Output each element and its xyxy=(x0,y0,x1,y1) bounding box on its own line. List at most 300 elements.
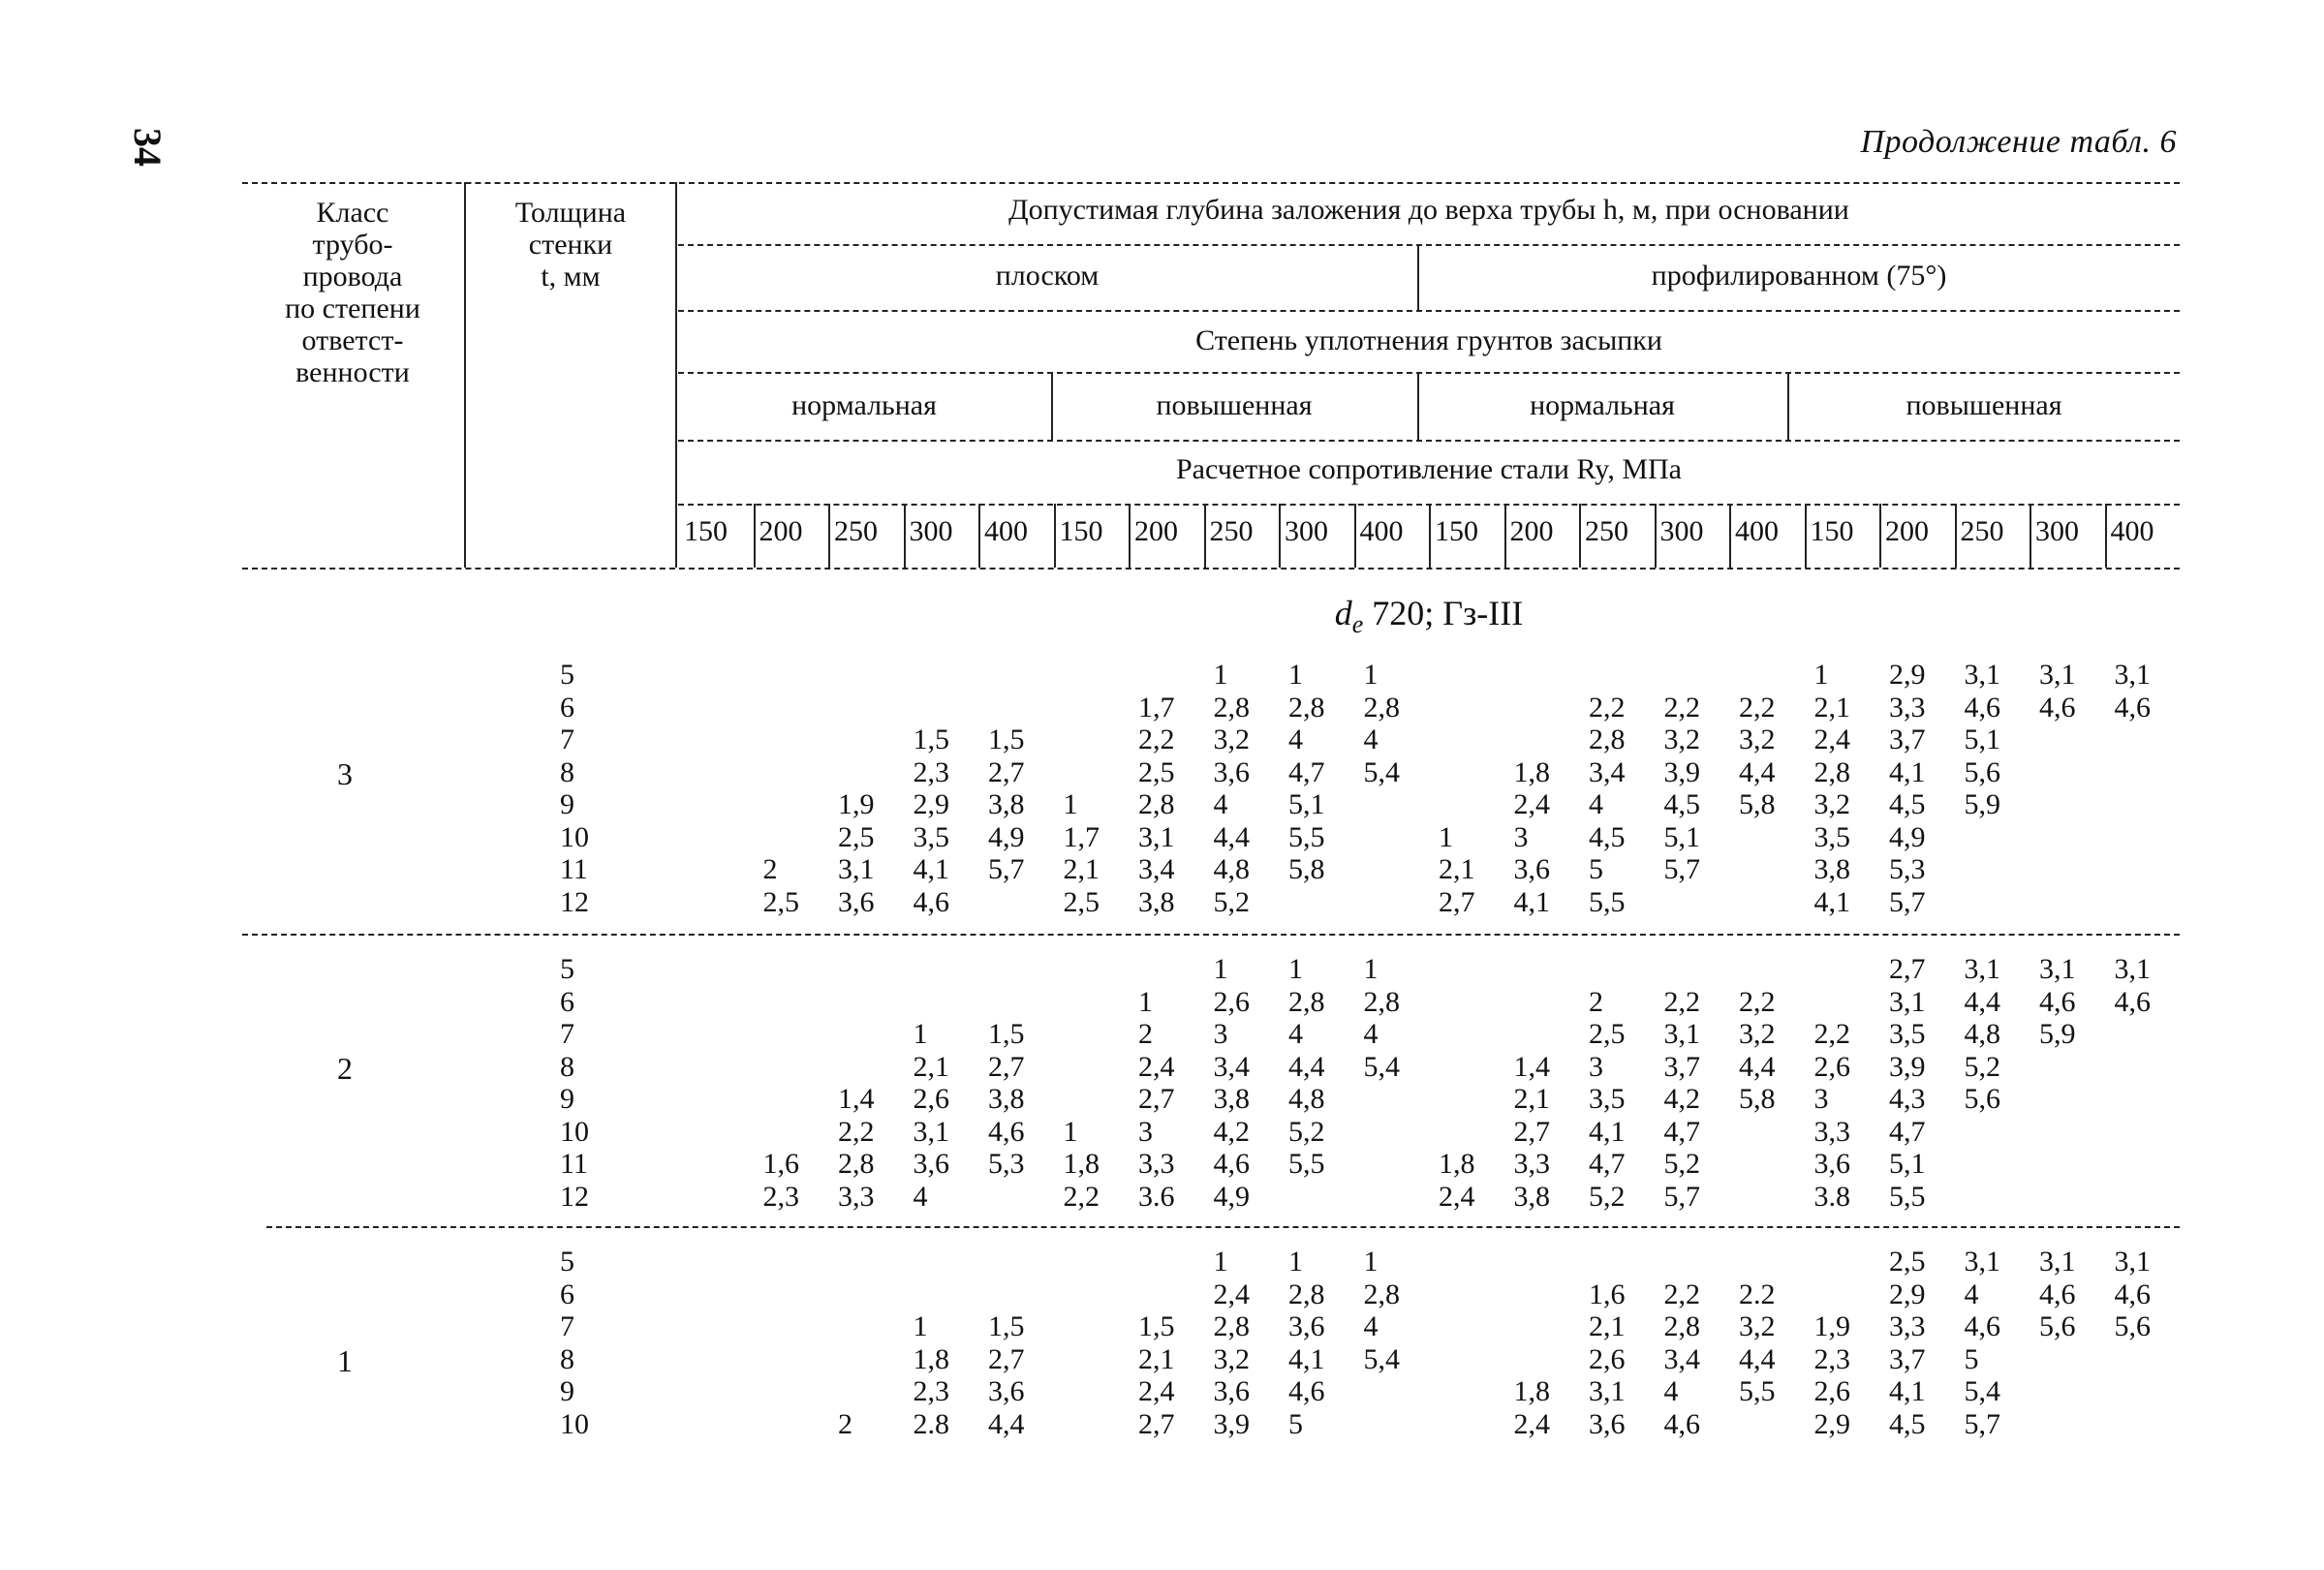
depth-value-cell: 5,1 xyxy=(1663,820,1700,853)
base-flat-header: плоском xyxy=(995,260,1100,292)
thickness-value: 7 xyxy=(560,723,574,755)
depth-value-cell: 3,1 xyxy=(913,1115,949,1148)
depth-value-cell: 4,5 xyxy=(1889,1407,1926,1440)
depth-value-cell: 1,5 xyxy=(988,1018,1025,1050)
depth-value-cell: 3,1 xyxy=(1964,953,2000,985)
depth-value-cell: 5,6 xyxy=(1964,755,2000,788)
ry-value-header: 400 xyxy=(2110,515,2154,547)
depth-value-cell: 2,1 xyxy=(1439,853,1475,885)
depth-value-cell: 3,3 xyxy=(1889,1310,1926,1342)
depth-value-cell: 1,5 xyxy=(988,723,1025,755)
ry-value-header: 200 xyxy=(1885,515,1929,547)
depth-value-cell: 4,5 xyxy=(1889,788,1926,820)
depth-value-cell: 5,4 xyxy=(1363,1342,1400,1375)
depth-value-cell: 1 xyxy=(1813,659,1829,691)
depth-value-cell: 2,8 xyxy=(1288,985,1325,1018)
depth-value-cell: 2,7 xyxy=(988,1050,1025,1083)
ry-value-header: 300 xyxy=(2035,515,2079,547)
section-title xyxy=(678,593,2180,639)
class-value: 1 xyxy=(337,1342,353,1378)
depth-value-cell: 2,8 xyxy=(1363,691,1400,723)
depth-value-cell: 1,5 xyxy=(988,1310,1025,1342)
depth-value-cell: 3,3 xyxy=(838,1180,875,1213)
depth-value-cell: 5,1 xyxy=(1964,723,2000,755)
depth-value-cell: 4 xyxy=(913,1180,928,1213)
depth-value-cell: 1 xyxy=(1063,788,1078,820)
compaction-high-header: повышенная xyxy=(1156,389,1313,421)
depth-value-cell: 2,4 xyxy=(1138,1050,1175,1083)
depth-value-cell: 1 xyxy=(1213,659,1228,691)
depth-value-cell: 5,4 xyxy=(1964,1375,2000,1407)
depth-value-cell: 4,1 xyxy=(1889,1375,1926,1407)
depth-value-cell: 3,1 xyxy=(1663,1018,1700,1050)
depth-value-cell: 4,6 xyxy=(2114,1278,2151,1310)
depth-value-cell: 2,8 xyxy=(1288,1278,1325,1310)
thickness-value: 6 xyxy=(560,691,574,723)
depth-value-cell: 4,9 xyxy=(1889,820,1926,853)
depth-value-cell: 2,7 xyxy=(1513,1115,1550,1148)
depth-value-cell: 2,6 xyxy=(913,1083,949,1115)
depth-value-cell: 2,2 xyxy=(1813,1018,1850,1050)
depth-value-cell: 4,6 xyxy=(2114,985,2151,1018)
depth-value-cell: 4,4 xyxy=(1964,985,2000,1018)
depth-value-cell: 4,8 xyxy=(1213,853,1250,885)
ry-column-divider xyxy=(1429,504,1431,568)
depth-value-cell: 3,2 xyxy=(1213,723,1250,755)
depth-value-cell: 2,9 xyxy=(1813,1407,1850,1440)
depth-value-cell: 2,3 xyxy=(762,1180,799,1213)
depth-value-cell: 1,5 xyxy=(913,723,949,755)
depth-value-cell: 2 xyxy=(1138,1018,1153,1050)
depth-value-cell: 2.8 xyxy=(913,1407,949,1440)
depth-value-cell: 2,9 xyxy=(1889,1278,1926,1310)
depth-value-cell: 1,6 xyxy=(1589,1278,1626,1310)
header-rule xyxy=(678,244,2180,246)
ry-column-divider xyxy=(828,504,830,568)
depth-value-cell: 2,8 xyxy=(838,1148,875,1180)
depth-value-cell: 4 xyxy=(1589,788,1603,820)
depth-value-cell: 2,6 xyxy=(1813,1050,1850,1083)
depth-value-cell: 4,5 xyxy=(1663,788,1700,820)
depth-value-cell: 3,2 xyxy=(1739,1018,1776,1050)
depth-value-cell: 4,2 xyxy=(1213,1115,1250,1148)
ry-value-header: 250 xyxy=(1209,515,1254,547)
depth-value-cell: 3,4 xyxy=(1663,1342,1700,1375)
thickness-value: 11 xyxy=(560,1148,588,1180)
depth-value-cell: 2,4 xyxy=(1813,723,1850,755)
ry-value-header: 200 xyxy=(1509,515,1554,547)
thickness-value: 7 xyxy=(560,1310,574,1342)
depth-value-cell: 2,8 xyxy=(1213,1310,1250,1342)
depth-value-cell: 1,5 xyxy=(1138,1310,1175,1342)
thickness-value: 8 xyxy=(560,755,574,788)
depth-value-cell: 2,1 xyxy=(1063,853,1100,885)
depth-value-cell: 2 xyxy=(762,853,778,885)
depth-value-cell: 3,5 xyxy=(1889,1018,1926,1050)
depth-value-cell: 5,9 xyxy=(1964,788,2000,820)
depth-value-cell: 3,1 xyxy=(1589,1375,1626,1407)
depth-value-cell: 2,2 xyxy=(1063,1180,1100,1213)
depth-value-cell: 2,2 xyxy=(1138,723,1175,755)
depth-value-cell: 5,7 xyxy=(1663,1180,1700,1213)
depth-value-cell: 3,5 xyxy=(1813,820,1850,853)
ry-value-header: 400 xyxy=(1359,515,1404,547)
ry-value-header: 200 xyxy=(1134,515,1178,547)
depth-value-cell: 2,1 xyxy=(1813,691,1850,723)
depth-value-cell: 5,6 xyxy=(2114,1310,2151,1342)
depth-value-cell: 4,3 xyxy=(1889,1083,1926,1115)
depth-value-cell: 3,7 xyxy=(1889,723,1926,755)
depth-value-cell: 4,9 xyxy=(1213,1180,1250,1213)
ry-value-header: 150 xyxy=(1810,515,1854,547)
class-value: 3 xyxy=(337,755,353,791)
ry-value-header: 150 xyxy=(684,515,728,547)
ry-column-divider xyxy=(978,504,980,568)
depth-value-cell: 2,1 xyxy=(1513,1083,1550,1115)
depth-value-cell: 1 xyxy=(1138,985,1153,1018)
header-bottom-rule xyxy=(242,568,2180,570)
depth-value-cell: 3,8 xyxy=(988,788,1025,820)
depth-value-cell: 3,6 xyxy=(838,885,875,918)
depth-value-cell: 1 xyxy=(913,1018,928,1050)
depth-value-cell: 3,8 xyxy=(1813,853,1850,885)
header-rule xyxy=(678,310,2180,312)
ry-value-header: 400 xyxy=(1735,515,1779,547)
depth-value-cell: 4,4 xyxy=(1739,1050,1776,1083)
depth-value-cell: 3,6 xyxy=(1213,1375,1250,1407)
ry-value-header: 200 xyxy=(759,515,803,547)
depth-value-cell: 5,2 xyxy=(1589,1180,1626,1213)
depth-value-cell: 4 xyxy=(1663,1375,1679,1407)
section-label: 720; Гз-III xyxy=(1363,594,1524,632)
ry-column-divider xyxy=(1655,504,1657,568)
thickness-value: 11 xyxy=(560,853,588,885)
depth-value-cell: 3 xyxy=(1813,1083,1829,1115)
depth-value-cell: 4,7 xyxy=(1589,1148,1626,1180)
depth-value-cell: 3,6 xyxy=(1813,1148,1850,1180)
depth-value-cell: 5 xyxy=(1288,1407,1303,1440)
ry-column-divider xyxy=(2030,504,2031,568)
depth-value-cell: 2,1 xyxy=(913,1050,949,1083)
depth-value-cell: 5,7 xyxy=(988,853,1025,885)
depth-value-cell: 3 xyxy=(1513,820,1529,853)
resistance-title: Расчетное сопротивление стали Ry, МПа xyxy=(1176,453,1682,485)
depth-value-cell: 4,6 xyxy=(1663,1407,1700,1440)
depth-value-cell: 5,2 xyxy=(1663,1148,1700,1180)
depth-value-cell: 4,1 xyxy=(1889,755,1926,788)
depth-value-cell: 5,9 xyxy=(2039,1018,2076,1050)
ry-column-divider xyxy=(1579,504,1581,568)
depth-value-cell: 4 xyxy=(1363,723,1379,755)
depth-value-cell: 3,2 xyxy=(1663,723,1700,755)
page-number: 34 xyxy=(126,128,170,167)
depth-value-cell: 4,6 xyxy=(1964,1310,2000,1342)
depth-value-cell: 1,4 xyxy=(1513,1050,1550,1083)
header-divider xyxy=(1417,244,1419,310)
ry-column-divider xyxy=(1879,504,1881,568)
depth-value-cell: 3.6 xyxy=(1138,1180,1175,1213)
depth-value-cell: 4,8 xyxy=(1964,1018,2000,1050)
depth-value-cell: 3,1 xyxy=(838,853,875,885)
table-continuation-note: Продолжение табл. 6 xyxy=(1860,124,2177,160)
compaction-normal-header: нормальная xyxy=(1530,389,1675,421)
ry-value-header: 300 xyxy=(909,515,953,547)
depth-value-cell: 3,8 xyxy=(1138,885,1175,918)
depth-value-cell: 3,2 xyxy=(1739,1310,1776,1342)
depth-value-cell: 3.8 xyxy=(1813,1180,1850,1213)
depth-value-cell: 1,4 xyxy=(838,1083,875,1115)
thickness-value: 8 xyxy=(560,1050,574,1083)
depth-value-cell: 3,4 xyxy=(1589,755,1626,788)
depth-value-cell: 4,8 xyxy=(1288,1083,1325,1115)
ry-value-header: 150 xyxy=(1435,515,1478,547)
depth-value-cell: 2,8 xyxy=(1363,985,1400,1018)
depth-value-cell: 3,7 xyxy=(1889,1342,1926,1375)
depth-value-cell: 5,5 xyxy=(1739,1375,1776,1407)
depth-value-cell: 4 xyxy=(1964,1278,1979,1310)
thickness-value: 6 xyxy=(560,985,574,1018)
depth-value-cell: 1,8 xyxy=(1439,1148,1475,1180)
depth-value-cell: 4 xyxy=(1213,788,1228,820)
depth-value-cell: 4,6 xyxy=(1288,1375,1325,1407)
depth-value-cell: 1 xyxy=(1363,953,1379,985)
thickness-value: 9 xyxy=(560,1375,574,1407)
depth-value-cell: 5,5 xyxy=(1589,885,1626,918)
section-symbol-subscript: e xyxy=(1351,610,1364,639)
ry-value-header: 400 xyxy=(984,515,1028,547)
depth-value-cell: 3,5 xyxy=(1589,1083,1626,1115)
depth-value-cell: 2,6 xyxy=(1589,1342,1626,1375)
depth-value-cell: 5 xyxy=(1589,853,1603,885)
ry-column-divider xyxy=(754,504,756,568)
header-divider xyxy=(1787,372,1789,440)
depth-value-cell: 1,6 xyxy=(762,1148,799,1180)
depth-value-cell: 1 xyxy=(1063,1115,1078,1148)
thickness-value: 10 xyxy=(560,1115,589,1148)
depth-value-cell: 3,7 xyxy=(1663,1050,1700,1083)
depth-value-cell: 3,6 xyxy=(988,1375,1025,1407)
depth-value-cell: 3 xyxy=(1213,1018,1228,1050)
depth-value-cell: 2,2 xyxy=(1739,691,1776,723)
ry-column-divider xyxy=(1805,504,1807,568)
depth-value-cell: 2,7 xyxy=(1138,1407,1175,1440)
depth-value-cell: 4,1 xyxy=(1589,1115,1626,1148)
depth-value-cell: 4,1 xyxy=(1513,885,1550,918)
depth-value-cell: 3,3 xyxy=(1138,1148,1175,1180)
depth-value-cell: 1,9 xyxy=(838,788,875,820)
depth-value-cell: 2,9 xyxy=(1889,659,1926,691)
depth-value-cell: 4,4 xyxy=(988,1407,1025,1440)
thickness-value: 9 xyxy=(560,1083,574,1115)
depth-value-cell: 3,3 xyxy=(1813,1115,1850,1148)
depth-value-cell: 4 xyxy=(1363,1018,1379,1050)
depth-value-cell: 2,8 xyxy=(1813,755,1850,788)
ry-value-header: 250 xyxy=(1960,515,2004,547)
ry-value-header: 250 xyxy=(1585,515,1628,547)
depth-value-cell: 2,8 xyxy=(1663,1310,1700,1342)
depth-value-cell: 3,2 xyxy=(1213,1342,1250,1375)
depth-value-cell: 2,5 xyxy=(838,820,875,853)
depth-value-cell: 5,4 xyxy=(1363,1050,1400,1083)
ry-column-divider xyxy=(1504,504,1506,568)
depth-value-cell: 2,1 xyxy=(1589,1310,1626,1342)
depth-value-cell: 3,1 xyxy=(2114,1246,2151,1278)
depth-value-cell: 3,2 xyxy=(1739,723,1776,755)
ry-column-divider xyxy=(1279,504,1281,568)
depth-value-cell: 4,6 xyxy=(2039,1278,2076,1310)
depth-value-cell: 2,8 xyxy=(1288,691,1325,723)
depth-value-cell: 2,2 xyxy=(1663,985,1700,1018)
depth-value-cell: 5,6 xyxy=(2039,1310,2076,1342)
depth-value-cell: 2,3 xyxy=(913,1375,949,1407)
header-divider xyxy=(675,182,677,568)
depth-value-cell: 5,2 xyxy=(1964,1050,2000,1083)
depth-value-cell: 2,4 xyxy=(1513,1407,1550,1440)
depth-value-cell: 3 xyxy=(1589,1050,1603,1083)
compaction-normal-header: нормальная xyxy=(791,389,937,421)
depth-value-cell: 3,3 xyxy=(1889,691,1926,723)
depth-value-cell: 1,9 xyxy=(1813,1310,1850,1342)
depth-value-cell: 4,9 xyxy=(988,820,1025,853)
depth-value-cell: 4,4 xyxy=(1213,820,1250,853)
thickness-value: 5 xyxy=(560,953,574,985)
depth-value-cell: 2,8 xyxy=(1589,723,1626,755)
depth-value-cell: 1 xyxy=(1213,1246,1228,1278)
depth-value-cell: 5,5 xyxy=(1288,820,1325,853)
ry-value-header: 250 xyxy=(834,515,878,547)
depth-value-cell: 3,8 xyxy=(1213,1083,1250,1115)
depth-value-cell: 4,4 xyxy=(1739,1342,1776,1375)
depth-value-cell: 2,8 xyxy=(1363,1278,1400,1310)
depth-value-cell: 2,5 xyxy=(1589,1018,1626,1050)
header-rule xyxy=(678,440,2180,442)
header-divider xyxy=(1051,372,1053,440)
depth-value-cell: 4,7 xyxy=(1889,1115,1926,1148)
depth-value-cell: 2 xyxy=(1589,985,1603,1018)
depth-value-cell: 4,6 xyxy=(913,885,949,918)
depth-value-cell: 2,4 xyxy=(1439,1180,1475,1213)
ry-column-divider xyxy=(2105,504,2107,568)
depth-value-cell: 3,6 xyxy=(913,1148,949,1180)
depth-value-cell: 4 xyxy=(1363,1310,1379,1342)
depth-value-cell: 1 xyxy=(913,1310,928,1342)
depth-value-cell: 5,5 xyxy=(1889,1180,1926,1213)
thickness-value: 10 xyxy=(560,1407,589,1440)
class-column-header: Класс трубо- провода по степени ответст- венности xyxy=(285,197,420,388)
depth-value-cell: 3,5 xyxy=(913,820,949,853)
depth-value-cell: 3,6 xyxy=(1213,755,1250,788)
depth-value-cell: 5 xyxy=(1964,1342,1979,1375)
ry-column-divider xyxy=(1204,504,1206,568)
depth-value-cell: 5,1 xyxy=(1889,1148,1926,1180)
depth-value-cell: 3,2 xyxy=(1813,788,1850,820)
depth-value-cell: 2,7 xyxy=(1138,1083,1175,1115)
group-separator-rule xyxy=(266,1226,2180,1228)
depth-value-cell: 4,7 xyxy=(1663,1115,1700,1148)
depth-value-cell: 4,4 xyxy=(1739,755,1776,788)
thickness-value: 9 xyxy=(560,788,574,820)
ry-column-divider xyxy=(1729,504,1731,568)
depth-value-cell: 2 xyxy=(838,1407,852,1440)
depth-value-cell: 3,8 xyxy=(988,1083,1025,1115)
depth-value-cell: 3,4 xyxy=(1213,1050,1250,1083)
depth-value-cell: 1,8 xyxy=(1513,1375,1550,1407)
depth-value-cell: 3,1 xyxy=(2114,953,2151,985)
depth-value-cell: 4 xyxy=(1288,723,1303,755)
depth-value-cell: 2,7 xyxy=(988,1342,1025,1375)
depth-value-cell: 1,7 xyxy=(1138,691,1175,723)
depth-value-cell: 4,4 xyxy=(1288,1050,1325,1083)
depth-value-cell: 4,6 xyxy=(988,1115,1025,1148)
depth-value-cell: 3,1 xyxy=(1964,1246,2000,1278)
header-top-rule xyxy=(242,182,2180,184)
depth-value-cell: 5,2 xyxy=(1213,885,1250,918)
depth-value-cell: 5,4 xyxy=(1363,755,1400,788)
thickness-value: 6 xyxy=(560,1278,574,1310)
depth-value-cell: 2,6 xyxy=(1813,1375,1850,1407)
depth-value-cell: 1,7 xyxy=(1063,820,1100,853)
depth-value-cell: 2.2 xyxy=(1739,1278,1776,1310)
depth-value-cell: 1 xyxy=(1288,953,1303,985)
ry-column-divider xyxy=(1054,504,1056,568)
depth-value-cell: 2,2 xyxy=(838,1115,875,1148)
depth-value-cell: 5,7 xyxy=(1964,1407,2000,1440)
ry-value-header: 300 xyxy=(1659,515,1704,547)
depth-value-cell: 4,7 xyxy=(1288,755,1325,788)
depth-value-cell: 3,1 xyxy=(1964,659,2000,691)
depth-value-cell: 4,6 xyxy=(1964,691,2000,723)
header-rule xyxy=(678,372,2180,374)
depth-value-cell: 1 xyxy=(1363,659,1379,691)
depth-title: Допустимая глубина заложения до верха трубы h, м, при основании xyxy=(1008,194,1849,226)
depth-value-cell: 3,3 xyxy=(1513,1148,1550,1180)
depth-value-cell: 4,1 xyxy=(913,853,949,885)
depth-value-cell: 3,4 xyxy=(1138,853,1175,885)
depth-value-cell: 3,9 xyxy=(1663,755,1700,788)
depth-value-cell: 3,1 xyxy=(1889,985,1926,1018)
class-value: 2 xyxy=(337,1050,353,1086)
depth-value-cell: 4,6 xyxy=(2114,691,2151,723)
depth-value-cell: 2,2 xyxy=(1663,1278,1700,1310)
depth-value-cell: 4 xyxy=(1288,1018,1303,1050)
depth-value-cell: 3,6 xyxy=(1589,1407,1626,1440)
depth-value-cell: 1 xyxy=(1363,1246,1379,1278)
depth-value-cell: 5,6 xyxy=(1964,1083,2000,1115)
depth-value-cell: 3 xyxy=(1138,1115,1153,1148)
thickness-value: 5 xyxy=(560,659,574,691)
depth-value-cell: 2,2 xyxy=(1589,691,1626,723)
ry-column-divider xyxy=(904,504,906,568)
header-divider xyxy=(464,182,466,568)
thickness-column-header: Толщина стенки t, мм xyxy=(514,197,627,292)
thickness-value: 12 xyxy=(560,1180,589,1213)
thickness-value: 12 xyxy=(560,885,589,918)
ry-value-header: 150 xyxy=(1059,515,1103,547)
depth-value-cell: 3,1 xyxy=(2039,1246,2076,1278)
depth-value-cell: 5,7 xyxy=(1889,885,1926,918)
section-symbol: d xyxy=(1334,594,1352,632)
depth-value-cell: 2,7 xyxy=(1889,953,1926,985)
depth-value-cell: 5,3 xyxy=(1889,853,1926,885)
depth-value-cell: 1,8 xyxy=(913,1342,949,1375)
depth-value-cell: 5,8 xyxy=(1739,788,1776,820)
ry-column-divider xyxy=(1955,504,1957,568)
depth-value-cell: 2,1 xyxy=(1138,1342,1175,1375)
depth-value-cell: 1 xyxy=(1213,953,1228,985)
depth-value-cell: 2,5 xyxy=(762,885,799,918)
depth-value-cell: 1,8 xyxy=(1063,1148,1100,1180)
depth-value-cell: 2,3 xyxy=(913,755,949,788)
